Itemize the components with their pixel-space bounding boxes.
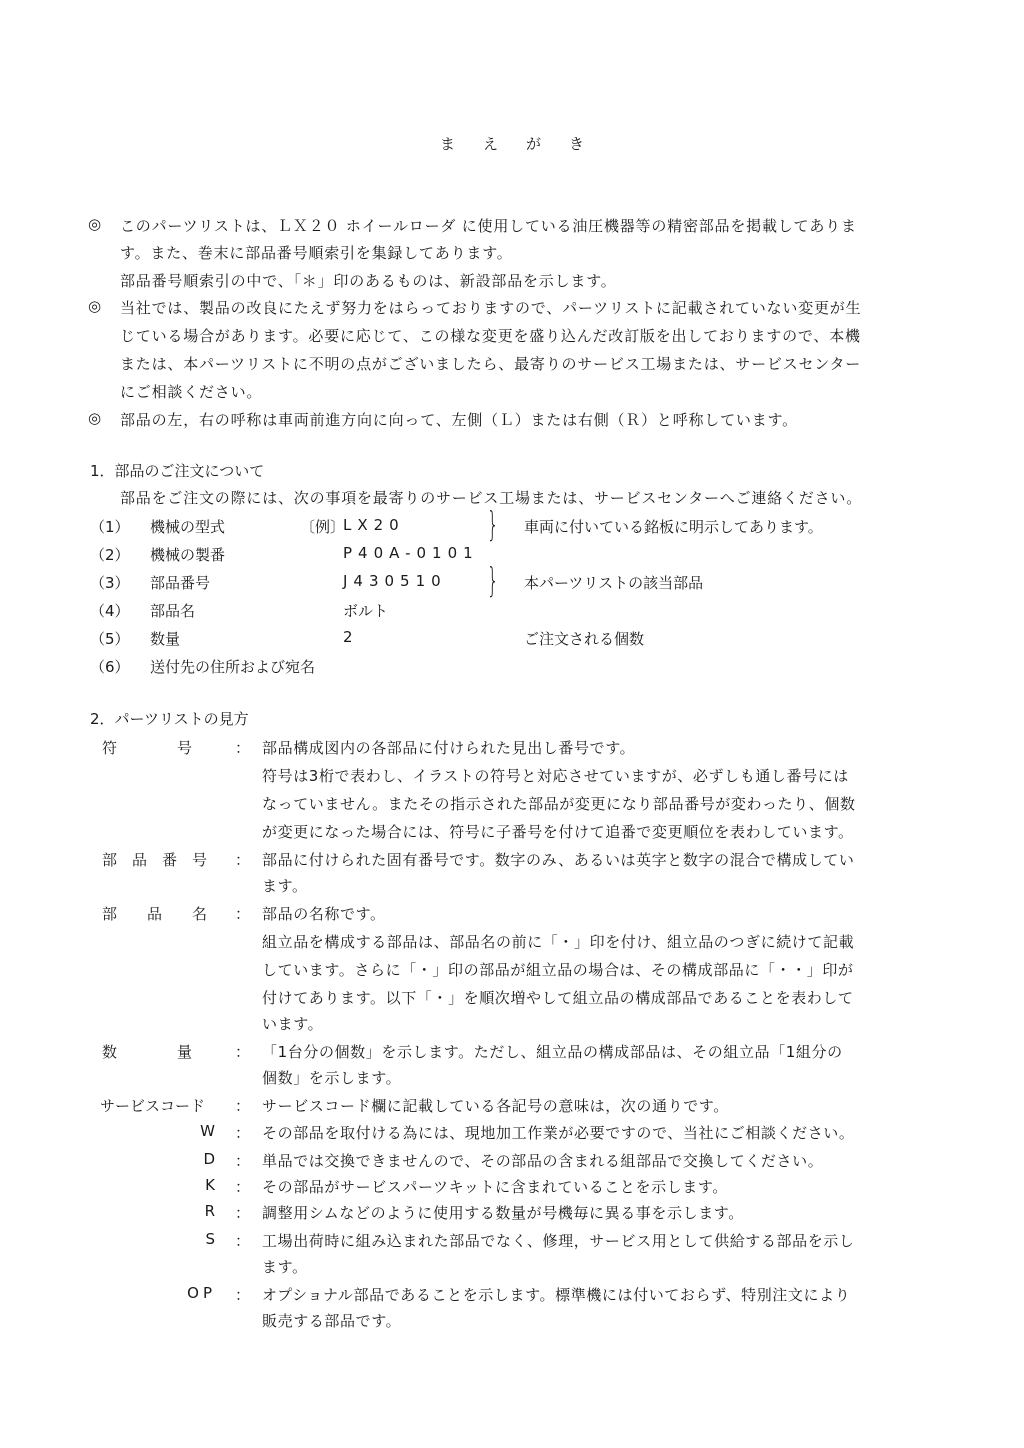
intro-line: 当社では、製品の改良にたえず努力をはらっておりますので、パーツリストに記載されていない変更が生 bbox=[120, 299, 862, 317]
term-desc: が変更になった場合には、符号に子番号を付けて追番で変更順位を表わしています。 bbox=[262, 823, 854, 841]
term-desc: 部品に付けられた固有番号です。数字のみ、あるいは英字と数字の混合で構成してい bbox=[262, 851, 855, 869]
term-label: サービスコード bbox=[100, 1097, 206, 1115]
term-desc: しています。さらに「・」印の部品が組立品の場合は、その構成部品に「・・」印が bbox=[262, 961, 854, 979]
order-item-num: （6） bbox=[90, 658, 130, 676]
note-nameplate: 車両に付いている銘板に明示してあります。 bbox=[524, 518, 823, 536]
service-code-desc: ます。 bbox=[262, 1258, 308, 1276]
page-title bbox=[0, 133, 1024, 154]
colon: ： bbox=[235, 1124, 251, 1142]
title-char: が bbox=[526, 135, 542, 153]
term-desc: 部品構成図内の各部品に付けられた見出し番号です。 bbox=[262, 739, 636, 757]
term-label: 部 品 番 号 bbox=[102, 851, 208, 869]
service-code: OP bbox=[187, 1284, 216, 1302]
title-char: き bbox=[569, 135, 585, 153]
term-label: 部 品 名 bbox=[102, 905, 208, 923]
intro-line: す。また、巻末に部品番号順索引を集録してあります。 bbox=[120, 244, 513, 262]
intro-line: このパーツリストは、ＬＸ２０ ホイールローダ に使用している油圧機器等の精密部品を掲載してありま bbox=[120, 217, 857, 235]
intro-line: 部品の左，右の呼称は車両前進方向に向って、左側（Ｌ）または右側（Ｒ）と呼称しています。 bbox=[120, 411, 798, 429]
order-item-num: （5） bbox=[90, 630, 130, 648]
intro-line: じている場合があります。必要に応じて、この様な変更を盛り込んだ改訂版を出しておりますので、本機 bbox=[120, 327, 861, 345]
term-label: 数 量 bbox=[102, 1043, 193, 1061]
term-desc: なっていません。またその指示された部品が変更になり部品番号が変わったり、個数 bbox=[262, 795, 856, 813]
order-item-value: 2 bbox=[343, 628, 359, 646]
service-code-desc: 単品では交換できませんので、その部品の含まれる組部品で交換してください。 bbox=[262, 1152, 824, 1170]
service-code: R bbox=[204, 1202, 215, 1220]
order-item-label: 機械の型式 bbox=[150, 518, 226, 536]
colon: ： bbox=[235, 1232, 251, 1250]
order-item-num: （1） bbox=[90, 518, 130, 536]
service-code-desc: オプショナル部品であることを示します。標準機には付いておらず、特別注文により bbox=[262, 1286, 851, 1304]
term-desc: います。 bbox=[262, 1015, 324, 1033]
intro-line: 部品番号順索引の中で、「＊」印のあるものは、新設部品を示します。 bbox=[120, 272, 617, 290]
service-code-desc: 調整用シムなどのように使用する数量が号機毎に異る事を示します。 bbox=[262, 1204, 744, 1222]
colon: ： bbox=[235, 1178, 251, 1196]
service-code: D bbox=[203, 1150, 215, 1168]
term-desc: 符号は3桁で表わし、イラストの符号と対応させていますが、必ずしも通し番号には bbox=[262, 767, 849, 785]
note-partslist: 本パーツリストの該当部品 bbox=[524, 574, 704, 592]
order-item-label: 機械の製番 bbox=[150, 546, 226, 564]
title-char: ま bbox=[439, 135, 455, 153]
title-char: え bbox=[482, 135, 498, 153]
order-item-value: LX20 bbox=[343, 516, 405, 534]
bullet-icon: ◎ bbox=[88, 297, 102, 315]
order-item-num: （4） bbox=[90, 602, 130, 620]
colon: ： bbox=[235, 1204, 251, 1222]
service-code: K bbox=[205, 1176, 215, 1194]
order-item-value: P40A-0101 bbox=[343, 544, 479, 562]
colon: ： bbox=[235, 739, 251, 757]
colon: ： bbox=[235, 851, 251, 869]
note-quantity: ご注文される個数 bbox=[524, 630, 645, 648]
service-code-desc: その部品がサービスパーツキットに含まれていることを示します。 bbox=[262, 1178, 728, 1196]
term-label: 符 号 bbox=[102, 739, 193, 757]
order-item-value: J430510 bbox=[343, 572, 447, 590]
term-desc: 部品の名称です。 bbox=[262, 905, 386, 923]
order-item-label: 部品番号 bbox=[150, 574, 211, 592]
bullet-icon: ◎ bbox=[88, 409, 102, 427]
section-intro: 部品をご注文の際には、次の事項を最寄りのサービス工場または、サービスセンターへご連絡ください。 bbox=[120, 489, 863, 507]
bullet-icon: ◎ bbox=[88, 215, 102, 233]
section-heading-howto: 2．パーツリストの見方 bbox=[90, 710, 249, 728]
colon: ： bbox=[235, 1097, 251, 1115]
example-label: 〔例〕 bbox=[300, 518, 346, 536]
term-desc: 「1台分の個数」を示します。ただし、組立品の構成部品は、その組立品「1組分の bbox=[262, 1043, 843, 1061]
order-item-num: （3） bbox=[90, 574, 130, 592]
term-desc: ます。 bbox=[262, 877, 308, 895]
section-heading-ordering: 1．部品のご注文について bbox=[90, 462, 265, 480]
order-item-value: ボルト bbox=[343, 602, 389, 620]
brace-icon: } bbox=[486, 505, 499, 545]
service-code-desc: 工場出荷時に組み込まれた部品でなく、修理，サービス用として供給する部品を示し bbox=[262, 1232, 855, 1250]
brace-icon: } bbox=[486, 561, 499, 601]
intro-line: または、本パーツリストに不明の点がございましたら、最寄りのサービス工場または、サービスセンター bbox=[120, 355, 862, 373]
colon: ： bbox=[235, 1286, 251, 1304]
service-code: W bbox=[200, 1122, 215, 1140]
term-desc: 付けてあります。以下「・」を順次増やして組立品の構成部品であることを表わして bbox=[262, 989, 854, 1007]
service-code-desc: 販売する部品です。 bbox=[262, 1312, 402, 1330]
colon: ： bbox=[235, 1152, 251, 1170]
order-item-label: 部品名 bbox=[150, 602, 196, 620]
colon: ： bbox=[235, 905, 251, 923]
colon: ： bbox=[235, 1043, 251, 1061]
term-desc: 個数」を示します。 bbox=[262, 1069, 402, 1087]
order-item-label: 数量 bbox=[150, 630, 181, 648]
term-desc: 組立品を構成する部品は、部品名の前に「・」印を付け、組立品のつぎに続けて記載 bbox=[262, 933, 855, 951]
service-code: S bbox=[205, 1230, 215, 1248]
term-desc: サービスコード欄に記載している各記号の意味は，次の通りです。 bbox=[262, 1097, 729, 1115]
service-code-desc: その部品を取付ける為には、現地加工作業が必要ですので、当社にご相談ください。 bbox=[262, 1124, 855, 1142]
order-item-label: 送付先の住所および宛名 bbox=[150, 658, 316, 676]
order-item-num: （2） bbox=[90, 546, 130, 564]
intro-line: にご相談ください。 bbox=[120, 383, 263, 401]
